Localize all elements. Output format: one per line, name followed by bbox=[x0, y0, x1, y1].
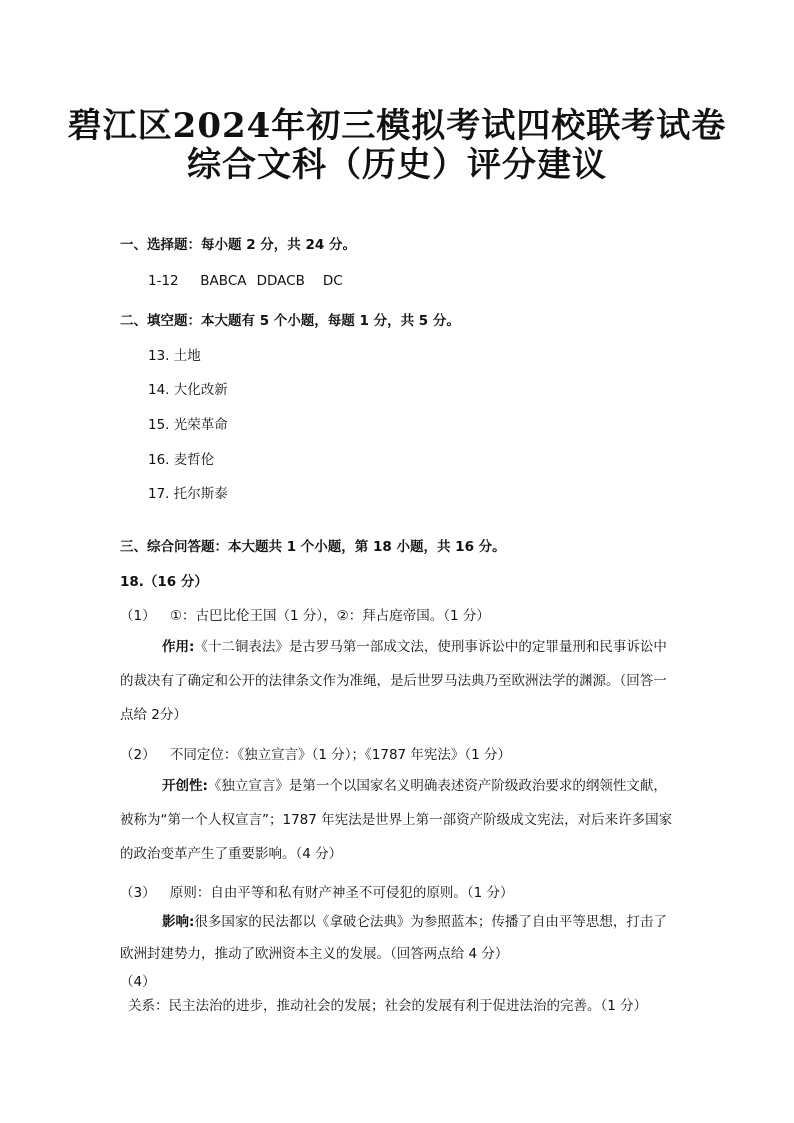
q18-part2-detail-text: 《独立宣言》是第一个以国家名义明确表述资产阶级政治要求的纲领性文献，被称为“第一个人权宣言”；1787 年宪法是世界上第一部资产阶级成文宪法，对后来许多国家的政治变革产生了重要影响。（4 分） bbox=[120, 778, 673, 862]
section2-heading: 二、填空题：本大题有 5 个小题，每题 1 分，共 5 分。 bbox=[120, 313, 460, 329]
choice-group-2: DDACB bbox=[256, 273, 305, 289]
q18-part3-detail-label: 影响: bbox=[162, 914, 195, 930]
q18-part1-label: （1） bbox=[120, 608, 156, 624]
choice-group-3: DC bbox=[322, 273, 343, 289]
q18-part1-text: ①：古巴比伦王国（1 分），②：拜占庭帝国。（1 分） bbox=[169, 608, 490, 624]
section3-heading: 三、综合问答题：本大题共 1 个小题，第 18 小题，共 16 分。 bbox=[120, 539, 506, 555]
q18-part2-detail bbox=[120, 769, 680, 871]
q18-part3-detail-text: 很多国家的民法都以《拿破仑法典》为参照蓝本；传播了自由平等思想，打击了欧洲封建势力，推动了欧洲资本主义的发展。（回答两点给 4 分） bbox=[120, 914, 667, 962]
fill-item-14: 14. 大化改新 bbox=[148, 382, 228, 398]
q18-part3-text: 原则：自由平等和私有财产神圣不可侵犯的原则。（1 分） bbox=[169, 885, 514, 901]
q18-part3-label: （3） bbox=[120, 885, 156, 901]
fill-item-17: 17. 托尔斯泰 bbox=[148, 486, 228, 502]
q18-part2-label: （2） bbox=[120, 747, 156, 763]
question-18-heading: 18.（16 分） bbox=[120, 574, 208, 590]
choice-range: 1-12 bbox=[148, 273, 179, 289]
q18-part1-detail bbox=[120, 630, 680, 732]
section1-heading: 一、选择题：每小题 2 分，共 24 分。 bbox=[120, 237, 356, 253]
choice-group-1: BABCA bbox=[200, 273, 247, 289]
q18-part1-detail-text: 《十二铜表法》是古罗马第一部成文法，使刑事诉讼中的定罪量刑和民事诉讼中的裁决有了确定和公开的法律条文作为准绳，是后世罗马法典乃至欧洲法学的渊源。（回答一点给 2分） bbox=[120, 639, 667, 723]
q18-part2-answer bbox=[120, 743, 511, 763]
q18-part1-detail-label: 作用: bbox=[162, 639, 195, 655]
q18-part3-detail bbox=[120, 906, 680, 970]
fill-item-16: 16. 麦哲伦 bbox=[148, 452, 215, 468]
fill-item-15: 15. 光荣革命 bbox=[148, 417, 228, 433]
choice-answers bbox=[148, 273, 343, 289]
q18-part2-detail-label: 开创性: bbox=[162, 778, 208, 794]
q18-part1-answer bbox=[120, 604, 490, 624]
q18-part2-text: 不同定位：《独立宣言》（1 分）；《1787 年宪法》（1 分） bbox=[169, 747, 512, 763]
q18-part4-text: 关系：民主法治的进步，推动社会的发展；社会的发展有利于促进法治的完善。（1 分） bbox=[128, 998, 648, 1014]
q18-part3-answer bbox=[120, 881, 514, 901]
q18-part4-label: （4） bbox=[120, 974, 156, 990]
doc-title-line2: 综合文科（历史）评分建议 bbox=[187, 145, 607, 185]
doc-title-line1: 碧江区2024年初三模拟考试四校联考试卷 bbox=[67, 106, 727, 146]
q18-part4-answer bbox=[120, 970, 680, 1018]
fill-item-13: 13. 土地 bbox=[148, 348, 201, 364]
